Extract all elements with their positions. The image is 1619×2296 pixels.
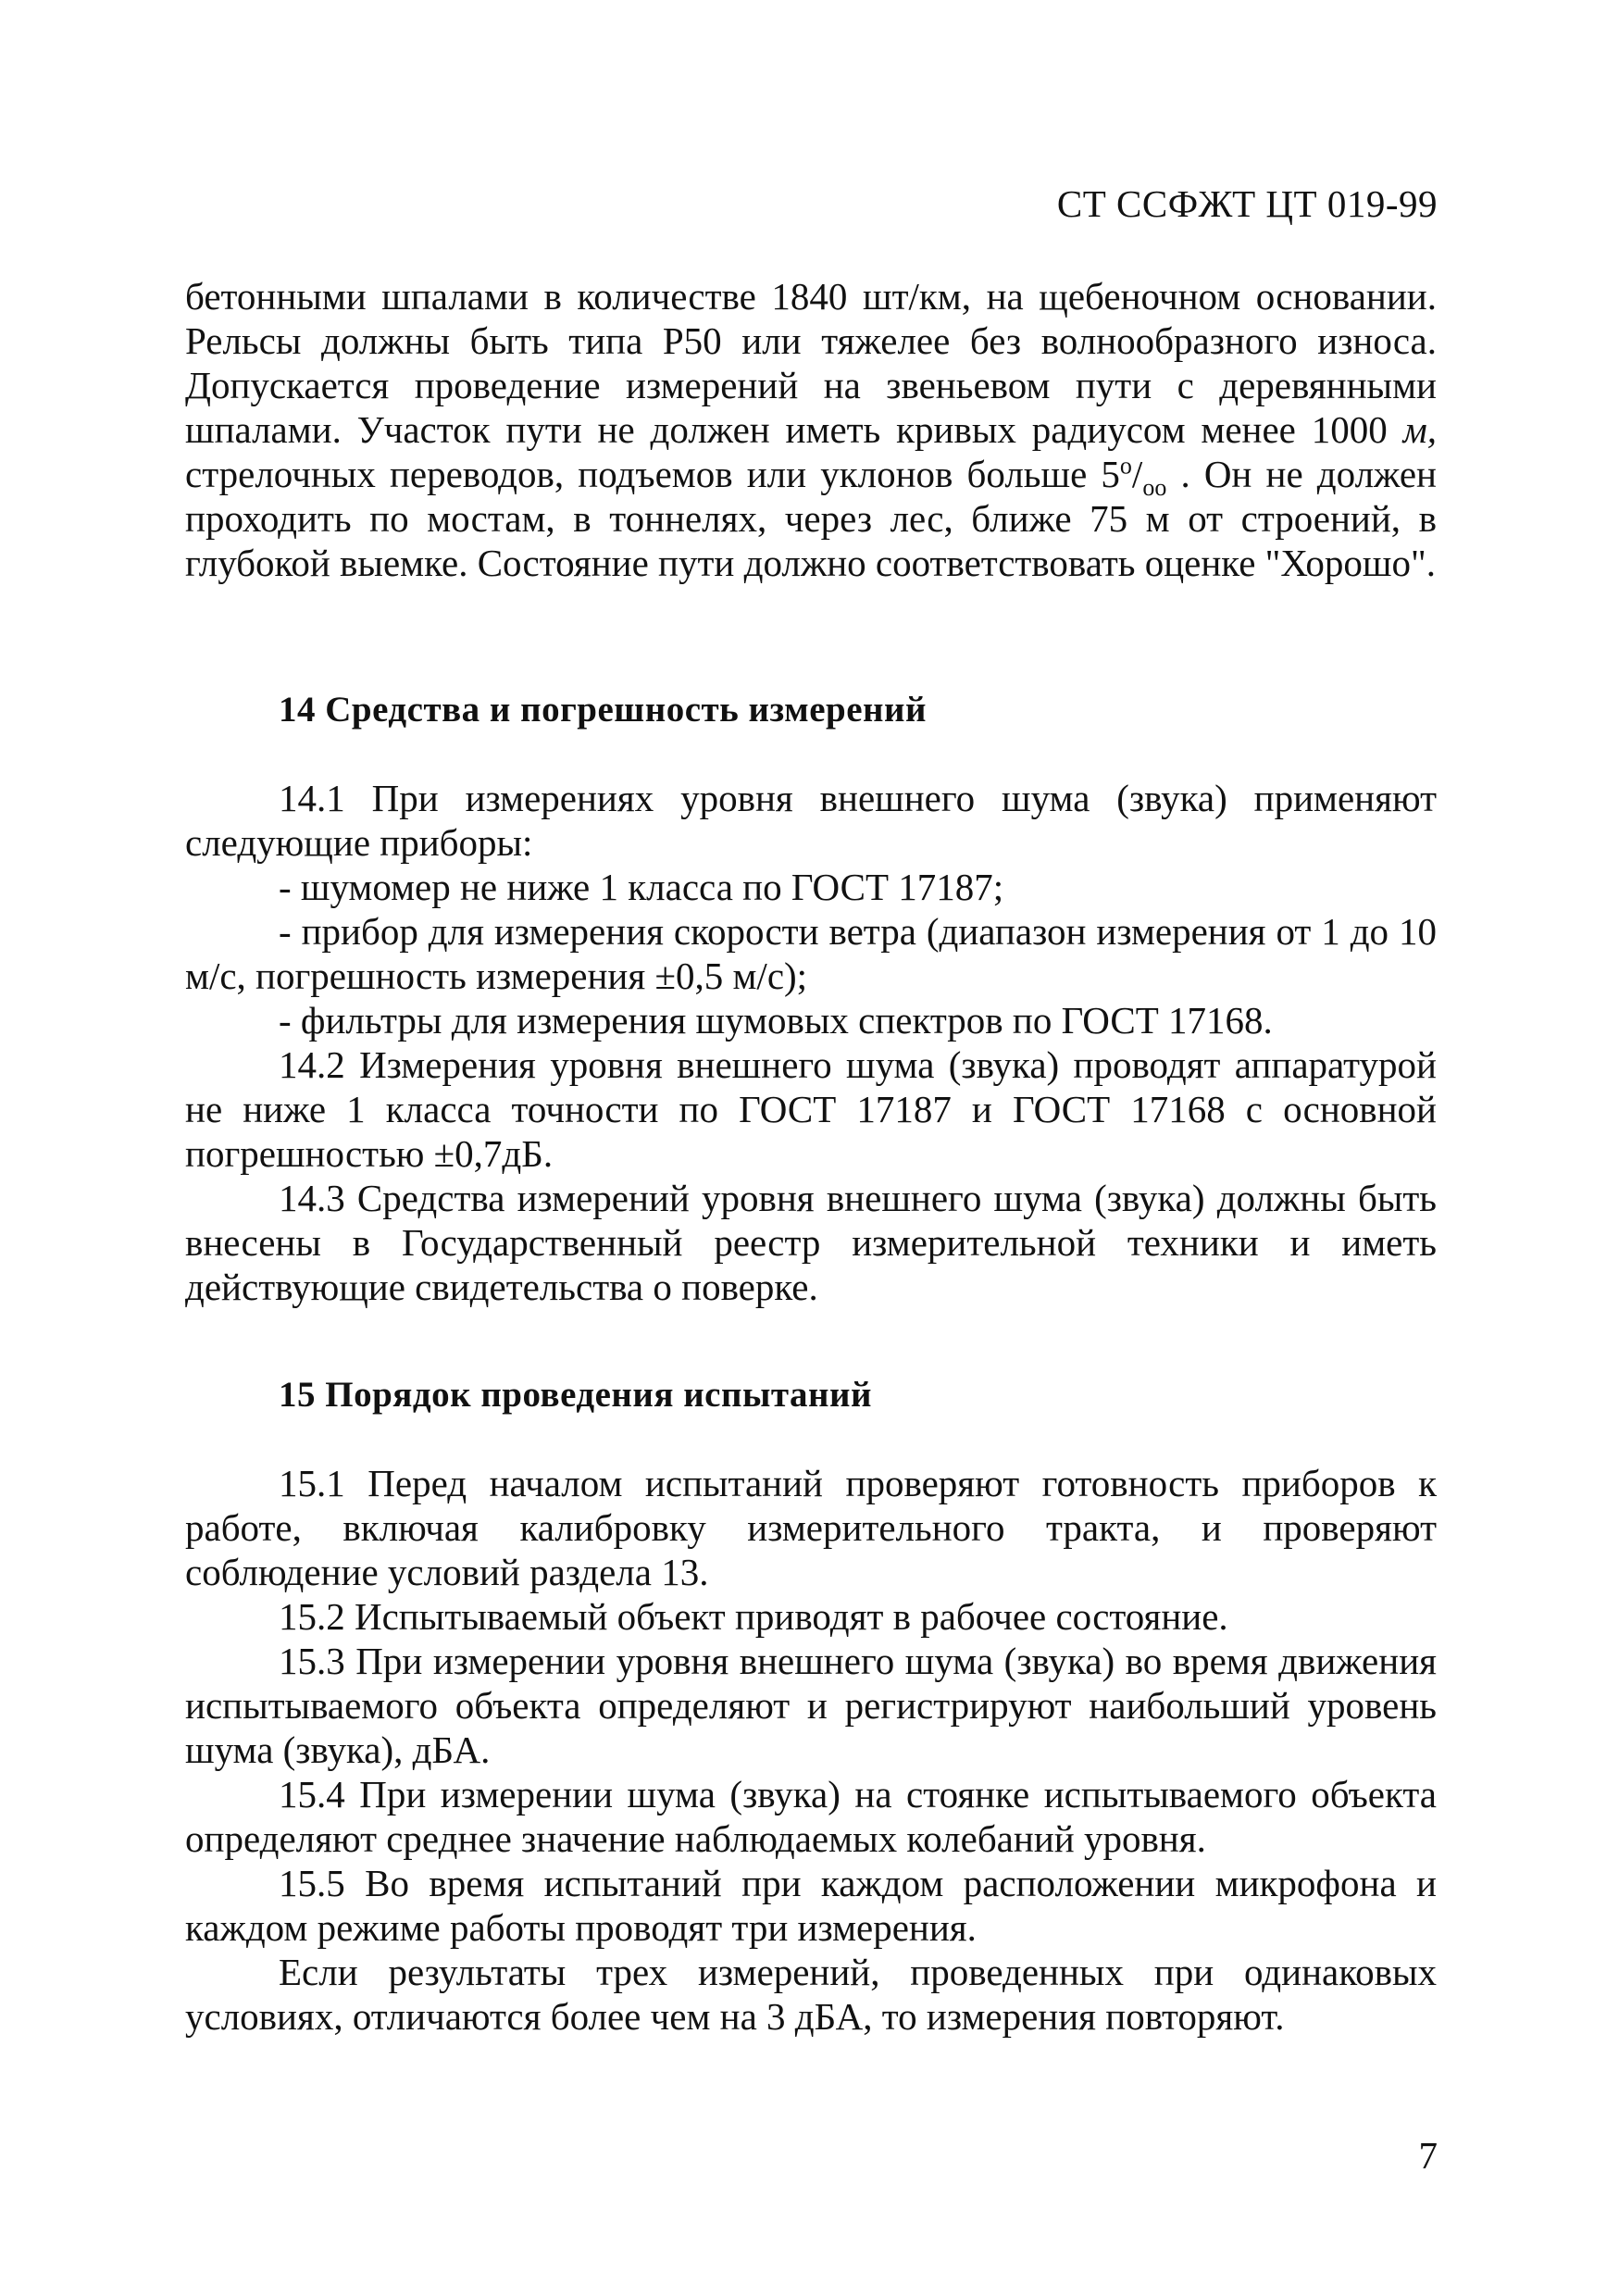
paragraph-14-1: 14.1 При измерениях уровня внешнего шума (звука) применяют следующие приборы: <box>185 777 1437 864</box>
paragraph-15-4: 15.4 При измерении шума (звука) на стоянке испытываемого объекта определяют среднее значение наблюдаемых колебаний уровня. <box>185 1773 1437 1860</box>
intro-text-part1: бетонными шпалами в количестве 1840 шт/км, на щебеночном основании. Рельсы должны быть типа Р50 или тяжелее без волнообразного износа. Допускается проведение измерений на звеньевом пути с деревянными шпалами. Участок пути не должен иметь кривых радиусом менее 1000 <box>185 275 1437 451</box>
section-14-heading: 14 Средства и погрешность измерений <box>279 690 927 730</box>
paragraph-14-3: 14.3 Средства измерений уровня внешнего шума (звука) должны быть внесены в Государственный реестр измерительной техники и иметь действующие свидетельства о поверке. <box>185 1177 1437 1308</box>
section-15-heading: 15 Порядок проведения испытаний <box>279 1375 872 1415</box>
section-14-body <box>185 776 1437 1309</box>
paragraph-15-1: 15.1 Перед началом испытаний проверяют готовность приборов к работе, включая калибровку измерительного тракта, и проверяют соблюдение условий раздела 13. <box>185 1462 1437 1593</box>
paragraph-15-3: 15.3 При измерении уровня внешнего шума (звука) во время движения испытываемого объекта определяют и регистрируют наибольший уровень шума (звука), дБА. <box>185 1640 1437 1771</box>
intro-paragraph <box>185 274 1437 585</box>
permille-slash: / <box>1131 453 1143 495</box>
permille-sub: оо <box>1142 474 1167 502</box>
paragraph-15-2: 15.2 Испытываемый объект приводят в рабочее состояние. <box>279 1595 1228 1638</box>
list-item-filters: - фильтры для измерения шумовых спектров по ГОСТ 17168. <box>279 999 1273 1042</box>
intro-text-part2: стрелочных переводов, подъемов или уклонов больше 5 <box>185 453 1120 495</box>
page-number: 7 <box>1418 2134 1438 2177</box>
paragraph-15-5: 15.5 Во время испытаний при каждом расположении микрофона и каждом режиме работы проводят три измерения. <box>185 1862 1437 1949</box>
paragraph-14-2: 14.2 Измерения уровня внешнего шума (звука) проводят аппаратурой не ниже 1 класса точности по ГОСТ 17187 и ГОСТ 17168 с основной погрешностью ±0,7дБ. <box>185 1043 1437 1175</box>
document-code: СТ ССФЖТ ЦТ 019-99 <box>1056 182 1438 225</box>
intro-unit-m: м, <box>1402 408 1437 451</box>
list-item-sound-meter: - шумомер не ниже 1 класса по ГОСТ 17187; <box>279 866 1004 908</box>
paragraph-15-6: Если результаты трех измерений, проведенных при одинаковых условиях, отличаются более чем на 3 дБА, то измерения повторяют. <box>185 1951 1437 2038</box>
permille-sup: о <box>1119 452 1132 480</box>
list-item-wind-meter: - прибор для измерения скорости ветра (диапазон измерения от 1 до 10 м/с, погрешность измерения ±0,5 м/с); <box>185 910 1437 997</box>
section-15-body <box>185 1461 1437 2039</box>
intro-text-part3: . Он не должен проходить по мостам, в тоннелях, через лес, ближе 75 м от строений, в глубокой выемке. Состояние пути должно соответствовать оценке "Хорошо". <box>185 453 1437 584</box>
intro-text <box>185 274 1437 585</box>
